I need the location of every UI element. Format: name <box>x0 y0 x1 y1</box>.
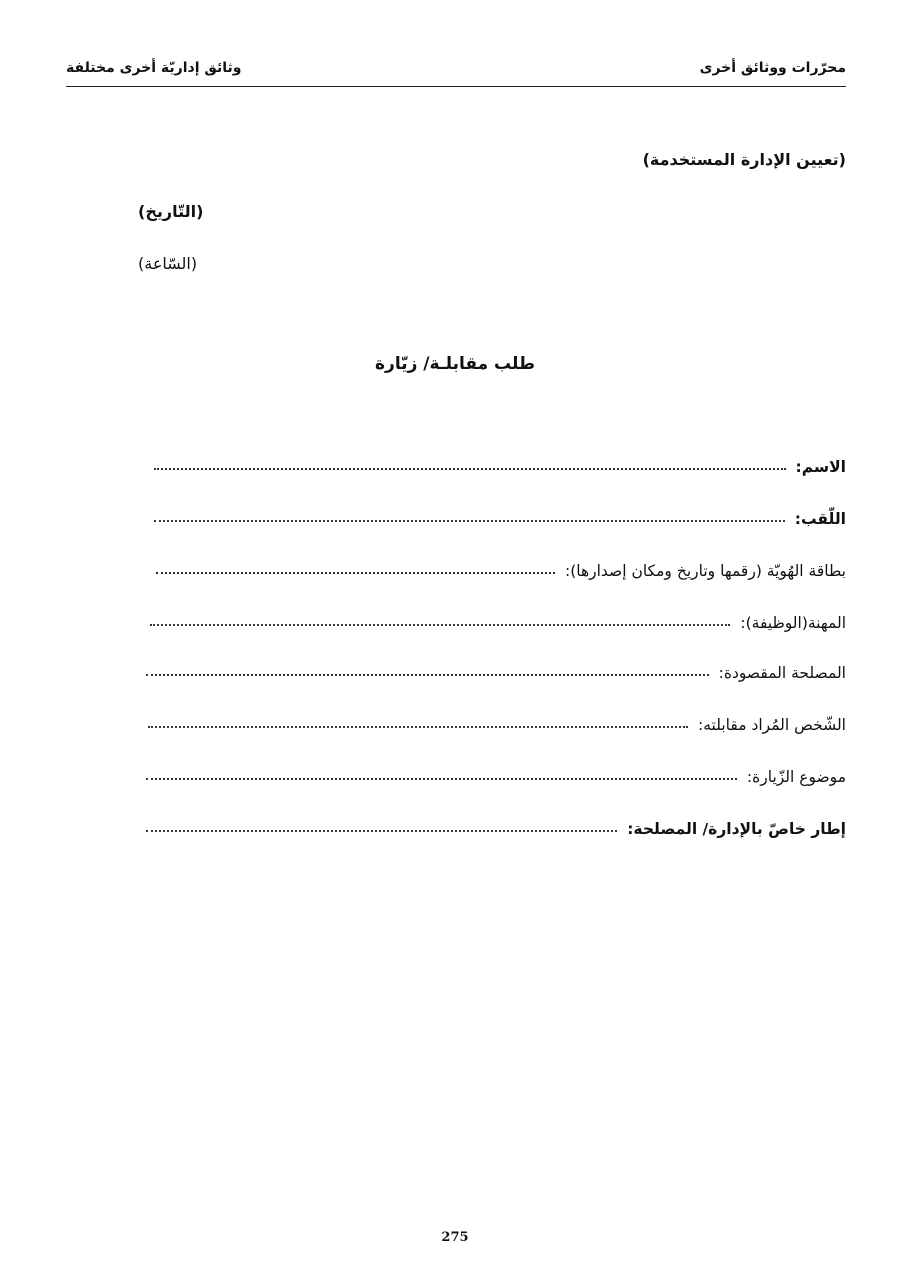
admin-box-dotted-line[interactable] <box>146 829 617 832</box>
name-field <box>154 458 846 484</box>
header-right-title: محرّرات ووثائق أخرى <box>699 60 846 76</box>
person-to-meet-label: الشّخص المُراد مقابلته: <box>698 716 846 734</box>
target-service-dotted-line[interactable] <box>146 673 709 676</box>
id-card-field <box>156 562 846 588</box>
time-label: (السّاعة) <box>138 254 198 273</box>
surname-dotted-line[interactable] <box>154 519 785 522</box>
page-number: 275 <box>441 1230 469 1245</box>
target-service-label: المصلحة المقصودة: <box>718 664 846 682</box>
name-label: الاسم: <box>795 458 846 476</box>
admin-box-label: إطار خاصّ بالإدارة/ المصلحة: <box>627 820 846 838</box>
header-left-title: وثائق إداريّة أخرى مختلفة <box>66 60 242 76</box>
date-label: (التّاريخ) <box>138 202 204 221</box>
target-service-field <box>146 664 846 690</box>
profession-dotted-line[interactable] <box>150 623 730 626</box>
visit-subject-field <box>146 768 846 794</box>
form-title: طلب مقابلـة/ زيّارة <box>375 354 535 374</box>
surname-field <box>154 510 846 536</box>
profession-field <box>150 614 846 640</box>
id-card-dotted-line[interactable] <box>156 571 555 574</box>
visit-subject-label: موضوع الزّيارة: <box>746 768 846 786</box>
profession-label: المهنة(الوظيفة): <box>740 614 846 632</box>
admin-box-field <box>146 820 846 846</box>
id-card-label: بطاقة الهُويّة (رقمها وتاريخ ومكان إصدارها): <box>564 562 846 580</box>
visit-subject-dotted-line[interactable] <box>146 777 737 780</box>
person-to-meet-dotted-line[interactable] <box>148 725 688 728</box>
name-dotted-line[interactable] <box>154 467 786 470</box>
admin-designation: (تعيين الإدارة المستخدمة) <box>642 150 846 169</box>
surname-label: اللّقب: <box>794 510 846 528</box>
person-to-meet-field <box>148 716 846 742</box>
